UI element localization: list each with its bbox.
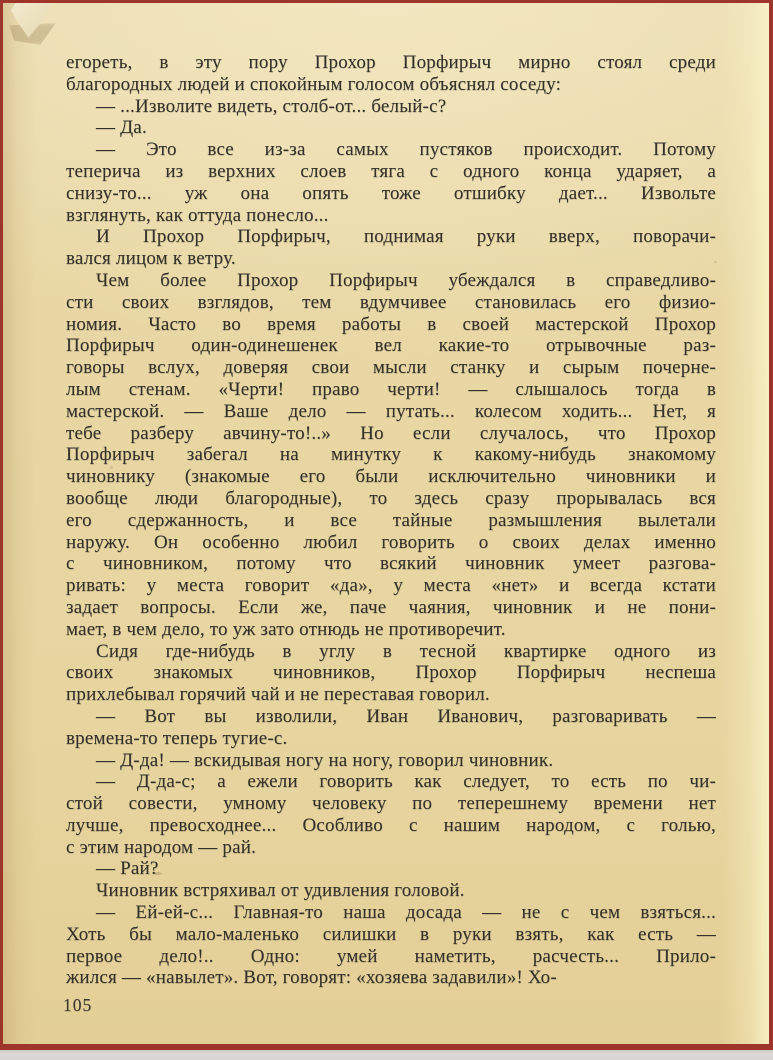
text-line: первое дело!.. Одно: умей наметить, расчесть... Прило-	[66, 945, 716, 967]
paragraph	[66, 858, 716, 880]
text-line: тебе разберу авчину-то!..» Но если случалось, что Прохор	[66, 422, 716, 444]
text-line: снизу-то... уж она опять тоже отшибку дает... Извольте	[66, 182, 716, 204]
text-line: говоры вслух, доверяя свои мысли станку и сырым почерне-	[66, 357, 716, 379]
text-line: вообще люди благородные), то здесь сразу прорывалась вся	[66, 487, 716, 509]
text-line: — ...Изволите видеть, столб-от... белый-с?	[96, 95, 447, 117]
text-line: Хоть бы мало-маленько силишки в руки взять, как есть —	[66, 923, 716, 945]
text-line: задает вопросы. Если же, паче чаяния, чиновник и не пони-	[66, 596, 716, 618]
text-line: жился — «навылет». Вот, говорят: «хозяева задавили»! Хо-	[66, 967, 557, 989]
paragraph	[66, 96, 716, 118]
text-line: — Да.	[96, 117, 147, 139]
text-line: сти своих взглядов, тем вдумчивее становилась его физио-	[66, 291, 716, 313]
text-line: — Это все из-за самых пустяков происходит. Потому	[96, 139, 716, 161]
text-line: чиновнику (знакомые его были исключительно чиновники и	[66, 466, 716, 488]
text-line: мастерской. — Ваше дело — путать... колесом ходить... Нет, я	[66, 400, 716, 422]
text-line: Порфирыч один-одинешенек вел какие-то отрывочные раз-	[66, 335, 716, 357]
text-line: своих знакомых чиновников, Прохор Порфирыч неспеша	[66, 662, 716, 684]
scan-bottom-strip	[0, 1050, 773, 1060]
paragraph	[66, 270, 716, 641]
paragraph	[66, 52, 716, 96]
text-line: времена-то теперь тугие-с.	[66, 727, 288, 749]
text-line: егореть, в эту пору Прохор Порфирыч мирно стоял среди	[66, 52, 716, 73]
text-line: И Прохор Порфирыч, поднимая руки вверх, поворачи-	[96, 226, 716, 248]
text-line: теперича из верхних слоев тяга с одного конца ударяет, а	[66, 160, 716, 182]
page-number: 105	[63, 995, 93, 1015]
text-line: — Вот вы изволили, Иван Иванович, разговаривать —	[96, 705, 716, 727]
text-line: вался лицом к ветру.	[66, 248, 236, 270]
text-line: прихлебывал горячий чай и не переставая говорил.	[66, 684, 490, 706]
paragraph	[66, 750, 716, 772]
paragraph	[66, 902, 716, 989]
text-line: ривать: у места говорит «да», у места «нет» и всегда кстати	[66, 575, 716, 597]
text-line: его сдержанность, и все тайные размышления вылетали	[66, 509, 716, 531]
book-page	[3, 3, 769, 1044]
text-line: благородных людей и спокойным голосом объяснял соседу:	[66, 73, 562, 95]
paragraph	[66, 117, 716, 139]
paragraph	[66, 880, 716, 902]
text-line: номия. Часто во время работы в своей мастерской Прохор	[66, 313, 716, 335]
text-line: — Д-да-с; а ежели говорить как следует, то есть по чи-	[96, 771, 716, 793]
paragraph	[66, 771, 716, 858]
paragraph	[66, 706, 716, 750]
paragraph	[66, 641, 716, 706]
text-line: взглянуть, как оттуда понесло...	[66, 204, 329, 226]
text-line: — Д-да! — вскидывая ногу на ногу, говорил чиновник.	[96, 749, 554, 771]
paragraph	[66, 139, 716, 226]
paragraph	[66, 226, 716, 270]
text-line: — Рай?	[96, 858, 159, 880]
text-line: наружу. Он особенно любил говорить о своих делах именно	[66, 531, 716, 553]
text-line: — Ей-ей-с... Главная-то наша досада — не с чем взяться...	[96, 902, 716, 924]
text-line: Чиновник встряхивал от удивления головой.	[96, 880, 465, 902]
text-line: стой совести, умному человеку по теперешнему времени нет	[66, 793, 716, 815]
text-line: с этим народом — рай.	[66, 836, 257, 858]
text-line: лучше, превосходнее... Особливо с нашим народом, с голью,	[66, 814, 716, 836]
text-line: мает, в чем дело, то уж зато отнюдь не противоречит.	[66, 618, 506, 640]
text-line: лым стенам. «Черти! право черти! — слышалось тогда в	[66, 378, 716, 400]
text-line: Чем более Прохор Порфирыч убеждался в справедливо-	[96, 269, 716, 291]
text-line: с чиновником, потому что всякий чиновник умеет разгова-	[66, 553, 716, 575]
text-line: Порфирыч забегал на минутку к какому-нибудь знакомому	[66, 444, 716, 466]
text-line: Сидя где-нибудь в углу в тесной квартирке одного из	[96, 640, 716, 662]
page-text	[66, 52, 716, 989]
